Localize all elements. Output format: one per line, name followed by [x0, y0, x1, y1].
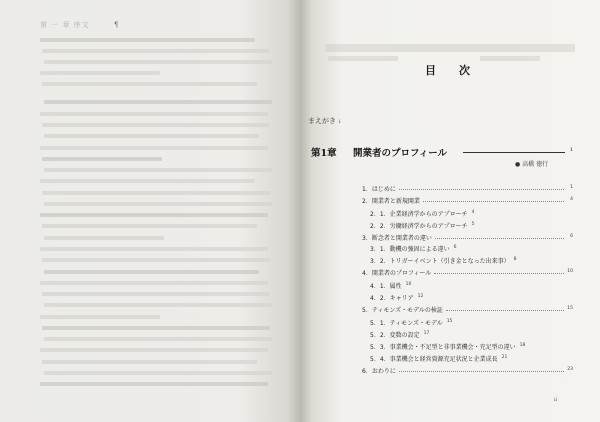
toc-entry	[362, 233, 573, 242]
toc-entry-label: 5．1．ティモンズ・モデル	[370, 320, 443, 327]
toc-leader	[435, 238, 564, 239]
toc-entry-label: 1．はじめに	[362, 186, 396, 193]
show-through-line	[44, 202, 272, 206]
show-through-line	[42, 82, 257, 86]
show-through-line	[44, 303, 272, 307]
show-through-subheader-left	[328, 56, 398, 61]
toc-entry-page: 6	[453, 245, 457, 250]
show-through-line	[42, 360, 257, 364]
toc-entry-page: 8	[513, 257, 517, 262]
toc-entry-label: 5．ティモンズ・モデルの検証	[362, 307, 443, 314]
show-through-line	[42, 123, 270, 127]
toc-entry-page: 4	[570, 197, 573, 202]
toc-leader	[399, 189, 564, 190]
toc-entry	[370, 256, 573, 265]
show-through-line	[40, 348, 268, 352]
toc-entry-label: 2．2．労働経済学からのアプローチ	[370, 223, 468, 230]
toc-entry-label: 5．2．変数の設定	[370, 332, 420, 339]
left-page-header: 第 一 章 序文	[40, 21, 90, 29]
chapter-rule	[463, 152, 565, 153]
show-through-line	[44, 60, 272, 64]
show-through-line	[44, 100, 272, 104]
author-bullet-icon: ●	[515, 161, 521, 168]
toc-entry	[370, 293, 573, 302]
toc-entry	[370, 209, 573, 218]
toc-entry	[370, 244, 573, 253]
show-through-line	[44, 168, 272, 172]
toc-entry-page: 1	[570, 185, 573, 190]
toc-entry	[362, 196, 573, 205]
toc-entry	[370, 342, 573, 351]
toc-entry-label: 2．開業者と新規開業	[362, 198, 420, 205]
toc-entry-page: 18	[519, 343, 526, 348]
toc-entry-page: 21	[501, 355, 508, 360]
toc-leader	[423, 201, 564, 202]
preface-label: まえがき	[308, 117, 336, 125]
toc-entry	[370, 281, 573, 290]
show-through-line	[40, 71, 160, 75]
toc-entry-label: 5．4．事業機会と経営資源充足状況と企業成長	[370, 356, 498, 363]
show-through-line	[40, 247, 268, 251]
toc-entry-label: 4．1．属性	[370, 283, 402, 290]
chapter-author	[515, 159, 548, 168]
toc-entry	[362, 184, 573, 193]
show-through-line	[44, 236, 164, 240]
show-through-line	[40, 38, 255, 42]
show-through-line	[42, 326, 270, 330]
toc-entry-label: 6．おわりに	[362, 368, 396, 375]
toc-entry	[362, 268, 573, 277]
toc-entry-page: 5	[471, 222, 475, 227]
toc-leader	[446, 310, 564, 311]
show-through-line	[40, 281, 268, 285]
toc-entry-label: 4．開業者のプロフィール	[362, 270, 432, 277]
show-through-line	[42, 292, 270, 296]
toc-entry-label: 3．2．トリガーイベント（引き金となった出来事）	[370, 258, 510, 265]
toc-title: 目 次	[425, 64, 476, 77]
show-through-line	[40, 179, 255, 183]
show-through-line	[42, 224, 257, 228]
chapter-page: 1	[569, 147, 573, 153]
show-through-line	[42, 191, 270, 195]
left-page-mark: ¶	[114, 21, 119, 29]
show-through-line	[40, 146, 268, 150]
chapter-title: 開業者のプロフィール	[353, 148, 448, 159]
toc-entry	[362, 305, 573, 314]
toc-entry-page: 10	[567, 269, 573, 274]
toc-preface	[308, 116, 341, 126]
author-name: 高橋 徳行	[522, 161, 549, 168]
toc-leader	[399, 371, 564, 372]
show-through-line	[44, 337, 272, 341]
show-through-line	[42, 157, 162, 161]
preface-page: i	[339, 119, 341, 125]
toc-entry	[370, 354, 573, 363]
show-through-line	[44, 270, 259, 274]
toc-entry	[362, 366, 573, 375]
show-through-line	[44, 134, 259, 138]
show-through-line	[42, 49, 270, 53]
toc-entry-page: 10	[405, 282, 412, 287]
show-through-line	[42, 258, 270, 262]
show-through-header	[325, 44, 575, 52]
chapter-heading	[311, 145, 573, 159]
page-number: ii	[554, 397, 558, 403]
toc-entry-label: 3．断念者と開業者の違い	[362, 235, 432, 242]
show-through-line	[40, 315, 160, 319]
show-through-line	[40, 213, 268, 217]
show-through-line	[40, 382, 268, 386]
chapter-number: 第1章	[311, 148, 337, 159]
toc-entry-label: 3．1．動機の強固による違い	[370, 246, 450, 253]
toc-entry	[370, 318, 573, 327]
toc-leader	[434, 273, 564, 274]
toc-entry-page: 15	[567, 306, 573, 311]
show-through-subheader-right	[480, 56, 540, 61]
toc-entry	[370, 221, 573, 230]
toc-entry-page: 17	[423, 331, 430, 336]
toc-entry	[370, 330, 573, 339]
show-through-line	[44, 371, 272, 375]
toc-entry-page: 12	[417, 294, 424, 299]
toc-entry-label: 2．1．企業経済学からのアプローチ	[370, 211, 468, 218]
show-through-line	[40, 112, 268, 116]
toc-entry-page: 23	[567, 367, 573, 372]
toc-entry-page: 15	[446, 319, 453, 324]
toc-entry-page: 4	[471, 210, 475, 215]
toc-entry-label: 5．3．事業機会・不足型と非事業機会・充足型の違い	[370, 344, 516, 351]
toc-entry-page: 6	[570, 234, 573, 239]
toc-entry-label: 4．2．キャリア	[370, 295, 414, 302]
